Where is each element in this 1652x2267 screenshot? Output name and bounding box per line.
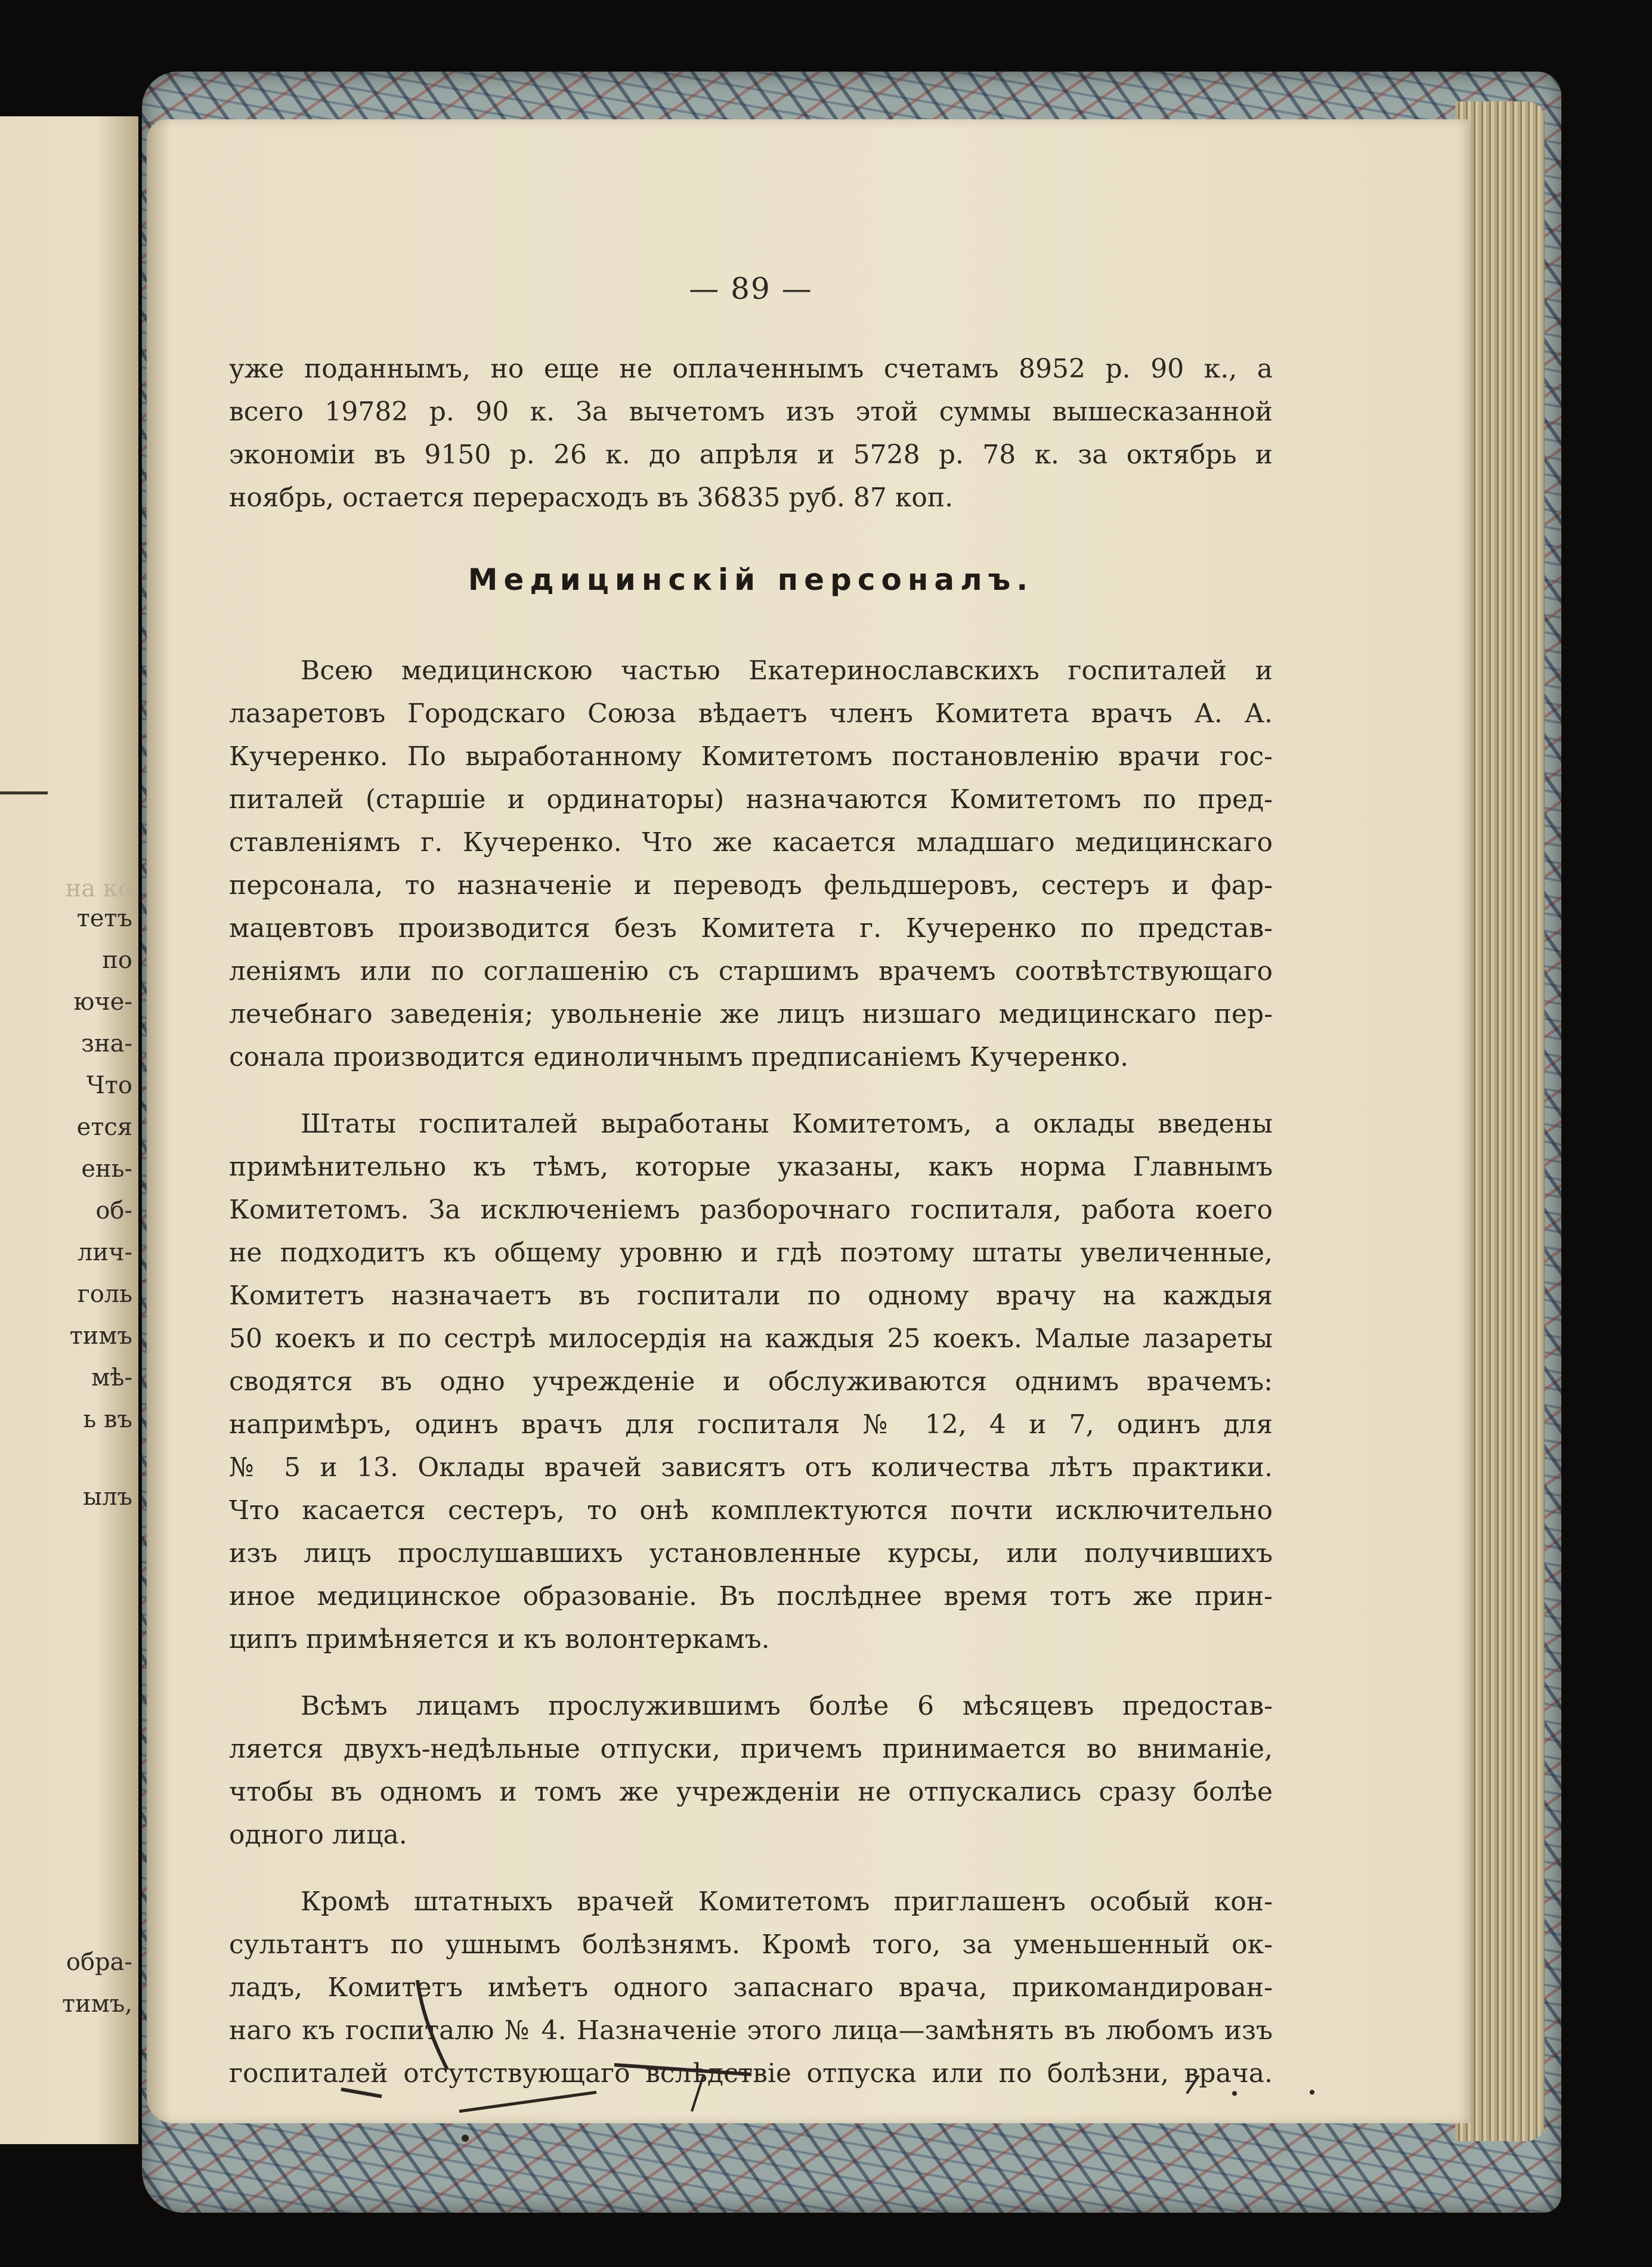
text-line: персонала, то назначеніе и переводъ фельдшеровъ, сестеръ и фар- [229,870,1273,901]
page-text [229,271,1273,2095]
left-page-fragment: ь въ [83,1406,132,1433]
left-page-rule [0,791,48,794]
left-page-fragment: тимъ, [61,1990,132,2018]
text-line: Всѣмъ лицамъ прослужившимъ болѣе 6 мѣсяцевъ предостав- [301,1691,1273,1721]
left-page-fragment: тимъ [69,1322,132,1350]
text-line: ноябрь, остается перерасходъ въ 36835 руб. 87 коп. [229,483,954,513]
text-line: Комитетомъ. За исключеніемъ разборочнаго госпиталя, работа коего [229,1195,1273,1225]
text-line: сонала производится единоличнымъ предписаніемъ Кучеренко. [229,1042,1129,1072]
left-page-fragment: по [102,947,132,974]
text-line: всего 19782 р. 90 к. За вычетомъ изъ этой суммы вышесказанной [229,397,1273,427]
left-page-fragment: Что [86,1072,132,1099]
text-line: № 5 и 13. Оклады врачей зависятъ отъ количества лѣтъ практики. [229,1452,1273,1483]
left-page-fragment: ется [76,1114,132,1141]
left-page-fragment: обра- [66,1949,132,1976]
text-line: сводятся въ одно учрежденіе и обслуживаются однимъ врачемъ: [229,1366,1273,1397]
text-line: ляется двухъ-недѣльные отпуски, причемъ принимается во вниманіе, [229,1734,1273,1764]
text-line: леніямъ или по соглашенію съ старшимъ врачемъ соотвѣтствующаго [229,956,1273,986]
text-line: ставленіямъ г. Кучеренко. Что же касается младшаго медицинскаго [229,827,1273,858]
text-line: наго къ госпиталю № 4. Назначеніе этого лица—замѣнять въ любомъ изъ [229,2015,1273,2046]
left-page [0,116,138,2144]
text-line: иное медицинское образованіе. Въ послѣднее время тотъ же прин- [229,1581,1273,1612]
left-page-fragment: на ко [65,875,132,902]
text-line: мацевтовъ производится безъ Комитета г. Кучеренко по представ- [229,913,1273,944]
left-page-fragment: ень- [81,1155,132,1183]
text-line: ладъ, Комитетъ имѣетъ одного запаснаго врача, прикомандирован- [229,1972,1273,2003]
text-line: напримѣръ, одинъ врачъ для госпиталя № 12, 4 и 7, одинъ для [229,1409,1273,1440]
paragraph [229,650,1273,1079]
text-line: чтобы въ одномъ и томъ же учрежденіи не отпускались сразу болѣе [229,1777,1273,1807]
text-line: экономiи въ 9150 р. 26 к. до апрѣля и 5728 р. 78 к. за октябрь и [229,440,1273,470]
text-line: Комитетъ назначаетъ въ госпитали по одному врачу на каждыя [229,1281,1273,1311]
text-line: сультантъ по ушнымъ болѣзнямъ. Кромѣ того, за уменьшенный ок- [229,1929,1273,1960]
text-line: не подходитъ къ общему уровню и гдѣ поэтому штаты увеличенные, [229,1238,1273,1268]
text-line: госпиталей отсутствующаго вслѣдствіе отпуска или по болѣзни, врача. [229,2058,1273,2089]
paragraph-continuation [229,348,1273,519]
text-line: Штаты госпиталей выработаны Комитетомъ, а оклады введены [301,1109,1273,1139]
text-line: Кромѣ штатныхъ врачей Комитетомъ приглашенъ особый кон- [301,1886,1273,1917]
page-number: — 89 — [689,271,813,306]
text-line: изъ лицъ прослушавшихъ установленные курсы, или получившихъ [229,1538,1273,1569]
paragraph [229,1881,1273,2095]
left-page-fragment: ылъ [83,1483,132,1511]
text-line: примѣнительно къ тѣмъ, которые указаны, какъ норма Главнымъ [229,1152,1273,1182]
text-line: уже поданнымъ, но еще не оплаченнымъ счетамъ 8952 р. 90 к., а [229,354,1273,384]
left-page-fragment: об- [95,1197,132,1224]
left-page-fragment: мѣ- [91,1364,132,1391]
text-line: Что касается сестеръ, то онѣ комплектуются почти исключительно [229,1495,1273,1526]
text-line: лечебнаго заведенія; увольненіе же лицъ низшаго медицинскаго пер- [229,999,1273,1029]
text-line: Всею медицинскою частью Екатеринославскихъ госпиталей и [301,655,1273,686]
text-line: Кучеренко. По выработанному Комитетомъ постановленію врачи гос- [229,741,1273,772]
text-line: питалей (старшіе и ординаторы) назначаются Комитетомъ по пред- [229,784,1273,815]
paragraph [229,1685,1273,1857]
left-page-fragment: голь [77,1281,132,1308]
text-line: 50 коекъ и по сестрѣ милосердія на каждыя 25 коекъ. Малые лазареты [229,1323,1273,1354]
left-page-fragment: зна- [81,1030,132,1057]
text-line: ципъ примѣняется и къ волонтеркамъ. [229,1624,770,1654]
left-page-fragment: юче- [73,988,132,1016]
paragraph [229,1103,1273,1661]
text-line: одного лица. [229,1820,407,1850]
section-heading: Медицинскій персоналъ. [468,562,1034,597]
left-page-fragment: лич- [77,1239,132,1266]
left-page-fragment: тетъ [76,905,132,932]
text-line: лазаретовъ Городскаго Союза вѣдаетъ членъ Комитета врачъ А. А. [229,698,1273,729]
